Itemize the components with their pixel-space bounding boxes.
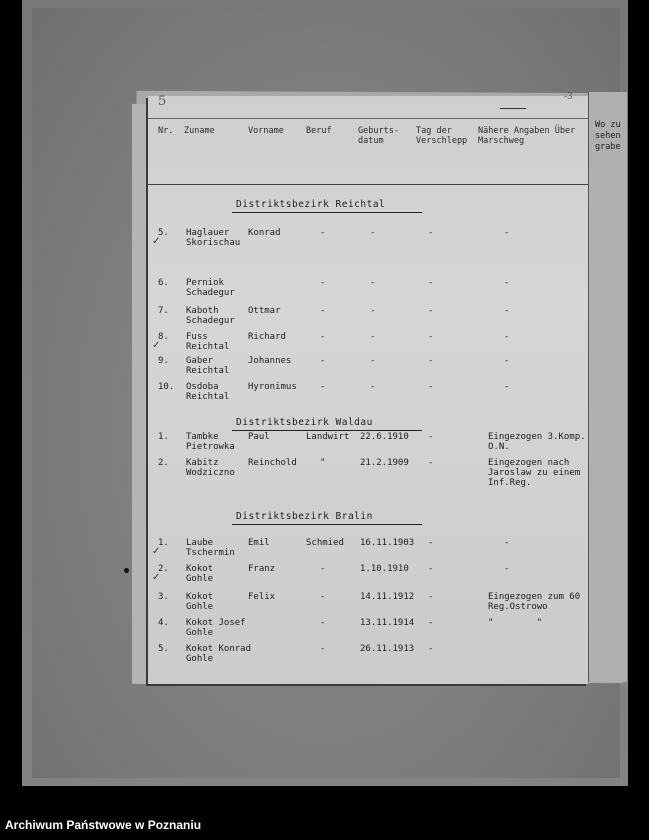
row-tag-verschlepp: - <box>428 356 434 366</box>
row-tag-verschlepp: - <box>428 278 434 288</box>
back-sheet-column <box>588 92 627 682</box>
row-geburtsdatum: 16.11.1903 <box>360 538 415 548</box>
header-tag-verschlepp: Tag der Verschlepp <box>416 126 468 146</box>
row-vorname: Paul <box>248 432 270 442</box>
row-vorname: Ottmar <box>248 306 281 316</box>
row-nr: 3. <box>158 592 169 602</box>
row-geburtsdatum: - <box>370 382 376 392</box>
row-angaben: - <box>504 306 510 316</box>
row-geburtsdatum: 1.10.1910 <box>360 564 409 574</box>
row-vorname: Franz <box>248 564 276 574</box>
row-nr: 8. <box>158 332 169 342</box>
row-nr: 1. <box>158 538 169 548</box>
row-zuname: Osdoba Reichtal <box>186 382 230 402</box>
row-angaben: - <box>504 538 510 548</box>
row-angaben: Eingezogen zum 60 Reg.Ostrowo <box>488 592 581 612</box>
district-underline <box>232 524 422 525</box>
archive-credit: Archiwum Państwowe w Poznaniu <box>5 818 202 832</box>
header-bottom-rule <box>148 184 588 185</box>
row-zuname: Gaber Reichtal <box>186 356 230 376</box>
row-beruf: - <box>320 332 326 342</box>
row-tag-verschlepp: - <box>428 306 434 316</box>
row-geburtsdatum: - <box>370 332 376 342</box>
header-nr: Nr. <box>158 126 174 136</box>
row-tag-verschlepp: - <box>428 432 434 442</box>
top-dash <box>500 108 526 109</box>
row-beruf: " <box>320 458 326 468</box>
header-vorname: Vorname <box>248 126 284 136</box>
row-nr: 10. <box>158 382 175 392</box>
row-geburtsdatum: - <box>370 228 376 238</box>
row-geburtsdatum: 26.11.1913 <box>360 644 415 654</box>
row-zuname: Haglauer Skorischau <box>186 228 241 248</box>
row-tag-verschlepp: - <box>428 382 434 392</box>
page-number-mark: 5 <box>158 94 167 109</box>
checkmark-icon: ✓ <box>152 236 161 247</box>
row-vorname: Felix <box>248 592 276 602</box>
row-beruf: Landwirt <box>306 432 350 442</box>
district-title: Distriktsbezirk Bralin <box>236 511 373 522</box>
row-geburtsdatum: - <box>370 306 376 316</box>
checkmark-icon: ✓ <box>152 572 161 583</box>
row-beruf: - <box>320 228 326 238</box>
row-tag-verschlepp: - <box>428 332 434 342</box>
header-zuname: Zuname <box>184 126 215 136</box>
header-beruf: Beruf <box>306 126 332 136</box>
row-vorname: Emil <box>248 538 270 548</box>
row-tag-verschlepp: - <box>428 644 434 654</box>
top-right-mark: -3 <box>564 92 573 102</box>
row-vorname: Reinchold <box>248 458 297 468</box>
row-zuname: Laube Tschermin <box>186 538 235 558</box>
row-beruf: - <box>320 564 326 574</box>
row-zuname: Kokot Gohle <box>186 592 214 612</box>
row-zuname: Kaboth Schadegur <box>186 306 235 326</box>
row-nr: 7. <box>158 306 169 316</box>
row-nr: 4. <box>158 618 169 628</box>
row-zuname: Kokot Gohle <box>186 564 214 584</box>
checkmark-icon: ✓ <box>152 546 161 557</box>
row-zuname: Kokot Konrad Gohle <box>186 644 252 664</box>
row-beruf: Schmied <box>306 538 344 548</box>
header-wo-zu-sehen: Wo zu sehen grabe <box>595 120 621 152</box>
row-geburtsdatum: 13.11.1914 <box>360 618 415 628</box>
row-beruf: - <box>320 382 326 392</box>
row-beruf: - <box>320 644 326 654</box>
row-tag-verschlepp: - <box>428 564 434 574</box>
header-geburtsdatum: Geburts- datum <box>358 126 399 146</box>
district-underline <box>232 212 422 213</box>
district-underline <box>232 430 422 431</box>
row-angaben: - <box>504 382 510 392</box>
row-nr: 2. <box>158 458 169 468</box>
row-tag-verschlepp: - <box>428 228 434 238</box>
row-angaben: - <box>504 332 510 342</box>
row-vorname: Hyronimus <box>248 382 297 392</box>
row-angaben: Eingezogen nach Jaroslaw zu einem Inf.Reg. <box>488 458 581 488</box>
header-top-rule <box>148 118 588 119</box>
row-angaben: - <box>504 228 510 238</box>
row-geburtsdatum: - <box>370 278 376 288</box>
row-vorname: Richard <box>248 332 286 342</box>
row-vorname: Konrad <box>248 228 281 238</box>
row-angaben: - <box>504 564 510 574</box>
row-tag-verschlepp: - <box>428 538 434 548</box>
row-zuname: Perniok Schadegur <box>186 278 235 298</box>
row-geburtsdatum: 22.6.1910 <box>360 432 409 442</box>
row-nr: 9. <box>158 356 169 366</box>
row-geburtsdatum: - <box>370 356 376 366</box>
row-beruf: - <box>320 592 326 602</box>
header-nahere-angaben: Nähere Angaben Über Marschweg <box>478 126 576 146</box>
row-angaben: " " <box>488 618 543 628</box>
row-beruf: - <box>320 356 326 366</box>
row-geburtsdatum: 14.11.1912 <box>360 592 415 602</box>
district-title: Distriktsbezirk Waldau <box>236 417 373 428</box>
row-zuname: Kabitz Wodziczno <box>186 458 235 478</box>
row-angaben: - <box>504 278 510 288</box>
row-tag-verschlepp: - <box>428 592 434 602</box>
checkmark-icon: ✓ <box>152 340 161 351</box>
scan-speck <box>124 568 129 573</box>
document-page <box>148 92 588 684</box>
row-beruf: - <box>320 306 326 316</box>
row-zuname: Fuss Reichtal <box>186 332 230 352</box>
district-title: Distriktsbezirk Reichtal <box>236 199 386 210</box>
row-beruf: - <box>320 278 326 288</box>
row-tag-verschlepp: - <box>428 618 434 628</box>
row-angaben: Eingezogen 3.Komp. O.N. <box>488 432 586 452</box>
row-angaben: - <box>504 356 510 366</box>
row-zuname: Tambke Pietrowka <box>186 432 235 452</box>
row-zuname: Kokot Josef Gohle <box>186 618 246 638</box>
row-nr: 2. <box>158 564 169 574</box>
row-geburtsdatum: 21.2.1909 <box>360 458 409 468</box>
row-vorname: Johannes <box>248 356 292 366</box>
row-nr: 6. <box>158 278 169 288</box>
row-tag-verschlepp: - <box>428 458 434 468</box>
row-nr: 5. <box>158 644 169 654</box>
row-nr: 5. <box>158 228 169 238</box>
row-nr: 1. <box>158 432 169 442</box>
row-beruf: - <box>320 618 326 628</box>
